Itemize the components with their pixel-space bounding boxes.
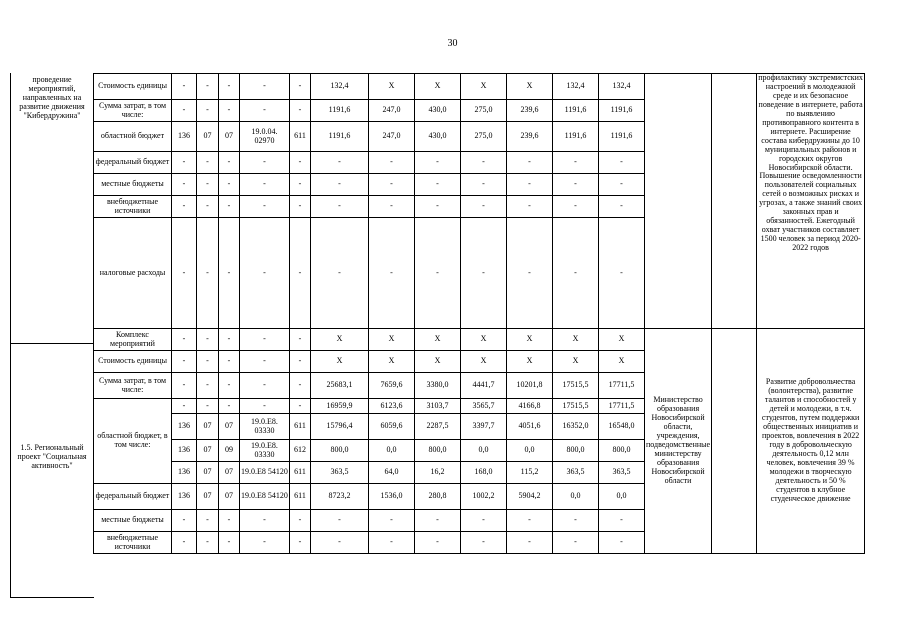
value-cell: - <box>311 510 369 532</box>
code-cell-c3: 09 <box>219 440 240 462</box>
value-cell: 3397,7 <box>461 414 507 440</box>
value-cell: 275,0 <box>461 122 507 152</box>
line-item-label: федеральный бюджет <box>94 484 172 510</box>
code-cell-c5: - <box>290 152 311 174</box>
value-cell: Х <box>599 351 645 373</box>
value-cell: - <box>461 532 507 554</box>
value-cell: 6059,6 <box>369 414 415 440</box>
value-cell: 16959,9 <box>311 399 369 414</box>
line-item-label: Комплекс мероприятий <box>94 329 172 351</box>
code-cell-c1: 136 <box>172 440 197 462</box>
value-cell: - <box>461 218 507 329</box>
value-cell: 363,5 <box>553 462 599 484</box>
value-cell: Х <box>415 74 461 100</box>
value-cell: 7659,6 <box>369 373 415 399</box>
code-cell-c2: - <box>197 196 219 218</box>
result-description: Развитие добровольчества (волонтерства), развитие талантов и способностей у детей и молодежи, в т.ч. студентов, путем поддержки общественных инициатив и проектов, вовлечения в 2022 году в добровольческую деятельность 0,12 млн человек, вовлечения 39 % молодежи в творческую деятельность и 50 % студентов в клубное студенческое движение <box>757 329 865 554</box>
value-cell: - <box>599 532 645 554</box>
budget-table <box>93 73 865 554</box>
code-cell-c1: - <box>172 351 197 373</box>
code-cell-c2: - <box>197 74 219 100</box>
line-item-label: Сумма затрат, в том числе: <box>94 100 172 122</box>
value-cell: 10201,8 <box>507 373 553 399</box>
value-cell: 275,0 <box>461 100 507 122</box>
value-cell: - <box>311 152 369 174</box>
code-cell-c1: - <box>172 329 197 351</box>
value-cell: - <box>461 510 507 532</box>
code-cell-c5: - <box>290 399 311 414</box>
code-cell-c3: - <box>219 100 240 122</box>
value-cell: - <box>415 218 461 329</box>
value-cell: Х <box>369 329 415 351</box>
code-cell-c3: 07 <box>219 462 240 484</box>
table-row <box>94 74 865 100</box>
value-cell: - <box>461 152 507 174</box>
code-cell-c4: - <box>240 74 290 100</box>
code-cell-c5: - <box>290 510 311 532</box>
value-cell: Х <box>507 351 553 373</box>
value-cell: 247,0 <box>369 122 415 152</box>
line-item-label: областной бюджет <box>94 122 172 152</box>
value-cell: 0,0 <box>461 440 507 462</box>
value-cell: 17515,5 <box>553 399 599 414</box>
table-row <box>94 329 865 351</box>
code-cell-c3: - <box>219 218 240 329</box>
activity-label-a: проведение мероприятий, направленных на развитие движения "Кибердружина" <box>19 75 85 120</box>
value-cell: - <box>311 174 369 196</box>
value-cell: - <box>415 510 461 532</box>
value-cell: 25683,1 <box>311 373 369 399</box>
value-cell: Х <box>553 329 599 351</box>
value-cell: - <box>369 174 415 196</box>
bottom-border-left <box>10 597 94 598</box>
code-cell-c5: - <box>290 174 311 196</box>
code-cell-c4: - <box>240 174 290 196</box>
value-cell: Х <box>461 351 507 373</box>
value-cell: 363,5 <box>599 462 645 484</box>
code-cell-c5: 611 <box>290 414 311 440</box>
value-cell: - <box>415 196 461 218</box>
value-cell: - <box>507 152 553 174</box>
code-cell-c5: - <box>290 373 311 399</box>
code-cell-c4: - <box>240 196 290 218</box>
code-cell-c1: 136 <box>172 462 197 484</box>
value-cell: - <box>415 152 461 174</box>
value-cell: - <box>369 196 415 218</box>
code-cell-c4: - <box>240 218 290 329</box>
value-cell: - <box>507 510 553 532</box>
code-cell-c5: 611 <box>290 484 311 510</box>
code-cell-c5: 611 <box>290 462 311 484</box>
code-cell-c4: 19.0.E8 54120 <box>240 484 290 510</box>
code-cell-c4: - <box>240 152 290 174</box>
value-cell: 1536,0 <box>369 484 415 510</box>
code-cell-c2: - <box>197 218 219 329</box>
code-cell-c5: 612 <box>290 440 311 462</box>
value-cell: 5904,2 <box>507 484 553 510</box>
value-cell: 115,2 <box>507 462 553 484</box>
code-cell-c5: - <box>290 74 311 100</box>
code-cell-c4: - <box>240 532 290 554</box>
value-cell: 4051,6 <box>507 414 553 440</box>
code-cell-c1: - <box>172 174 197 196</box>
value-cell: - <box>311 218 369 329</box>
value-cell: - <box>599 152 645 174</box>
code-cell-c2: 07 <box>197 440 219 462</box>
value-cell: 3380,0 <box>415 373 461 399</box>
code-cell-c1: 136 <box>172 484 197 510</box>
value-cell: - <box>415 174 461 196</box>
value-cell: 1191,6 <box>553 122 599 152</box>
code-cell-c2: - <box>197 373 219 399</box>
value-cell: Х <box>311 351 369 373</box>
line-item-label: внебюджетные источники <box>94 532 172 554</box>
code-cell-c5: - <box>290 100 311 122</box>
code-cell-c1: - <box>172 373 197 399</box>
value-cell: Х <box>311 329 369 351</box>
code-cell-c3: - <box>219 351 240 373</box>
value-cell: 17515,5 <box>553 373 599 399</box>
code-cell-c4: 19.0.E8. 03330 <box>240 414 290 440</box>
value-cell: 0,0 <box>553 484 599 510</box>
activity-label-b: 1.5. Региональный проект "Социальная активность" <box>17 443 87 470</box>
code-cell-c4: 19.0.04. 02970 <box>240 122 290 152</box>
code-cell-c4: - <box>240 399 290 414</box>
value-cell: - <box>553 174 599 196</box>
code-cell-c3: 07 <box>219 484 240 510</box>
code-cell-c3: 07 <box>219 414 240 440</box>
code-cell-c5: - <box>290 351 311 373</box>
value-cell: - <box>599 510 645 532</box>
executor: Министерство образования Новосибирской области, учреждения, подведомственные министерству образования Новосибирской области <box>645 329 712 554</box>
code-cell-c4: - <box>240 100 290 122</box>
code-cell-c5: - <box>290 218 311 329</box>
value-cell: 0,0 <box>369 440 415 462</box>
value-cell: - <box>507 532 553 554</box>
value-cell: 4166,8 <box>507 399 553 414</box>
code-cell-c4: - <box>240 351 290 373</box>
code-cell-c1: - <box>172 218 197 329</box>
value-cell: - <box>461 174 507 196</box>
left-border <box>10 73 11 597</box>
value-cell: 132,4 <box>311 74 369 100</box>
value-cell: - <box>553 218 599 329</box>
value-cell: 239,6 <box>507 122 553 152</box>
code-cell-c2: - <box>197 532 219 554</box>
value-cell: - <box>369 532 415 554</box>
code-cell-c3: - <box>219 399 240 414</box>
value-cell: 800,0 <box>311 440 369 462</box>
value-cell: - <box>553 196 599 218</box>
value-cell: 16548,0 <box>599 414 645 440</box>
value-cell: - <box>507 174 553 196</box>
value-cell: - <box>369 510 415 532</box>
value-cell: 1191,6 <box>599 100 645 122</box>
value-cell: 132,4 <box>599 74 645 100</box>
value-cell: 363,5 <box>311 462 369 484</box>
code-cell-c4: 19.0.E8 54120 <box>240 462 290 484</box>
line-item-label: налоговые расходы <box>94 218 172 329</box>
value-cell: 1191,6 <box>599 122 645 152</box>
value-cell: 64,0 <box>369 462 415 484</box>
code-cell-c4: 19.0.E8. 03330 <box>240 440 290 462</box>
value-cell: 1191,6 <box>553 100 599 122</box>
value-cell: 6123,6 <box>369 399 415 414</box>
value-cell: - <box>599 174 645 196</box>
result-description: профилактику экстремистских настроений в молодежной среде и их безопасное поведение в интернете, работа по выявлению противоправного контента в интернете. Расширение состава кибердружины до 10 муниципальных районов и городских округов Новосибирской области. Повышение осведомленности пользователей социальных сетей о возможных рисках и угрозах, а также знаний своих законных прав и обязанностей. Ежегодный охват участников составляет 1500 человек за период 2020-2022 годов <box>757 74 865 329</box>
code-cell-c1: - <box>172 74 197 100</box>
code-cell-c4: - <box>240 510 290 532</box>
value-cell: Х <box>507 329 553 351</box>
line-item-label: областной бюджет, в том числе: <box>94 399 172 484</box>
value-cell: - <box>553 532 599 554</box>
code-cell-c5: - <box>290 196 311 218</box>
code-cell-c1: - <box>172 532 197 554</box>
code-cell-c1: 136 <box>172 414 197 440</box>
value-cell: 800,0 <box>553 440 599 462</box>
value-cell: - <box>369 218 415 329</box>
value-cell: 2287,5 <box>415 414 461 440</box>
code-cell-c5: - <box>290 329 311 351</box>
code-cell-c1: - <box>172 152 197 174</box>
code-cell-c5: - <box>290 532 311 554</box>
value-cell: 239,6 <box>507 100 553 122</box>
code-cell-c2: - <box>197 174 219 196</box>
value-cell: 16352,0 <box>553 414 599 440</box>
value-cell: - <box>553 510 599 532</box>
value-cell: - <box>553 152 599 174</box>
value-cell: 430,0 <box>415 122 461 152</box>
value-cell: Х <box>507 74 553 100</box>
line-item-label: местные бюджеты <box>94 510 172 532</box>
code-cell-c2: - <box>197 351 219 373</box>
code-cell-c3: - <box>219 329 240 351</box>
value-cell: Х <box>369 351 415 373</box>
code-cell-c3: - <box>219 152 240 174</box>
value-cell: 168,0 <box>461 462 507 484</box>
code-cell-c5: 611 <box>290 122 311 152</box>
value-cell: 8723,2 <box>311 484 369 510</box>
spacer-cell <box>712 329 757 554</box>
code-cell-c2: 07 <box>197 484 219 510</box>
value-cell: 0,0 <box>599 484 645 510</box>
value-cell: - <box>369 152 415 174</box>
value-cell: Х <box>461 74 507 100</box>
code-cell-c2: - <box>197 399 219 414</box>
code-cell-c1: 136 <box>172 122 197 152</box>
value-cell: - <box>461 196 507 218</box>
value-cell: 15796,4 <box>311 414 369 440</box>
code-cell-c3: - <box>219 74 240 100</box>
code-cell-c3: - <box>219 174 240 196</box>
value-cell: - <box>507 196 553 218</box>
code-cell-c3: - <box>219 373 240 399</box>
line-item-label: местные бюджеты <box>94 174 172 196</box>
value-cell: Х <box>599 329 645 351</box>
value-cell: Х <box>415 329 461 351</box>
code-cell-c1: - <box>172 100 197 122</box>
value-cell: 4441,7 <box>461 373 507 399</box>
page-number: 30 <box>447 38 458 49</box>
code-cell-c2: - <box>197 510 219 532</box>
value-cell: 16,2 <box>415 462 461 484</box>
value-cell: - <box>599 218 645 329</box>
value-cell: 800,0 <box>599 440 645 462</box>
code-cell-c3: - <box>219 532 240 554</box>
value-cell: 1002,2 <box>461 484 507 510</box>
code-cell-c3: - <box>219 510 240 532</box>
code-cell-c4: - <box>240 329 290 351</box>
value-cell: 132,4 <box>553 74 599 100</box>
value-cell: Х <box>415 351 461 373</box>
code-cell-c3: - <box>219 196 240 218</box>
line-item-label: Стоимость единицы <box>94 74 172 100</box>
line-item-label: внебюджетные источники <box>94 196 172 218</box>
value-cell: 247,0 <box>369 100 415 122</box>
value-cell: 1191,6 <box>311 122 369 152</box>
spacer-cell <box>712 74 757 329</box>
code-cell-c4: - <box>240 373 290 399</box>
value-cell: 800,0 <box>415 440 461 462</box>
code-cell-c3: 07 <box>219 122 240 152</box>
value-cell: 17711,5 <box>599 399 645 414</box>
value-cell: 1191,6 <box>311 100 369 122</box>
value-cell: - <box>415 532 461 554</box>
line-item-label: Стоимость единицы <box>94 351 172 373</box>
code-cell-c2: 07 <box>197 414 219 440</box>
value-cell: 17711,5 <box>599 373 645 399</box>
line-item-label: федеральный бюджет <box>94 152 172 174</box>
value-cell: Х <box>369 74 415 100</box>
code-cell-c2: - <box>197 329 219 351</box>
value-cell: - <box>507 218 553 329</box>
code-cell-c2: 07 <box>197 122 219 152</box>
section-divider <box>10 343 94 344</box>
code-cell-c1: - <box>172 196 197 218</box>
code-cell-c2: 07 <box>197 462 219 484</box>
value-cell: - <box>311 532 369 554</box>
value-cell: 3565,7 <box>461 399 507 414</box>
value-cell: 280,8 <box>415 484 461 510</box>
value-cell: 430,0 <box>415 100 461 122</box>
code-cell-c2: - <box>197 100 219 122</box>
code-cell-c2: - <box>197 152 219 174</box>
line-item-label: Сумма затрат, в том числе: <box>94 373 172 399</box>
code-cell-c1: - <box>172 510 197 532</box>
value-cell: 3103,7 <box>415 399 461 414</box>
value-cell: - <box>311 196 369 218</box>
value-cell: - <box>599 196 645 218</box>
value-cell: 0,0 <box>507 440 553 462</box>
value-cell: Х <box>553 351 599 373</box>
value-cell: Х <box>461 329 507 351</box>
executor-cell-empty <box>645 74 712 329</box>
code-cell-c1: - <box>172 399 197 414</box>
